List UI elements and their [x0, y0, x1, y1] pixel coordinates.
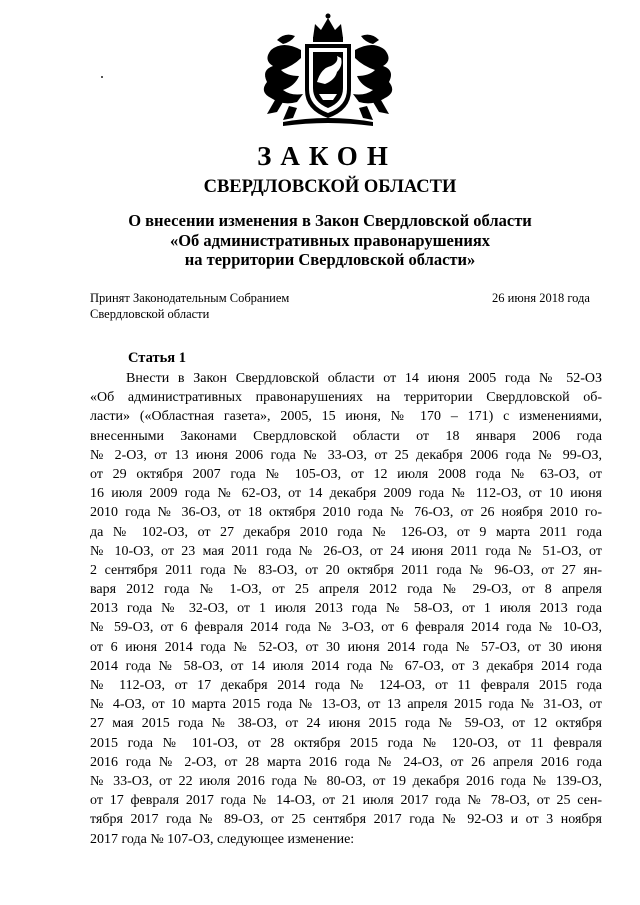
body-line: № 112-ОЗ, от 17 декабря 2014 года № 124-ОЗ, от 11 февраля 2015 года	[90, 678, 602, 693]
region-title: СВЕРДЛОВСКОЙ ОБЛАСТИ	[203, 177, 457, 197]
law-title: ЗАКОН	[257, 141, 397, 171]
body-line: от 6 июня 2014 года № 52-ОЗ, от 30 июня 2014 года № 57-ОЗ, от 30 июня	[90, 639, 602, 655]
coat-of-arms-emblem	[253, 10, 403, 130]
body-line: № 4-ОЗ, от 10 марта 2015 года № 13-ОЗ, от 13 апреля 2015 года № 31-ОЗ, от	[90, 697, 602, 713]
body-line: № 33-ОЗ, от 22 июля 2016 года № 80-ОЗ, от 19 декабря 2016 года № 139-ОЗ,	[90, 773, 602, 789]
adopted-line: Принят Законодательным Собранием	[90, 291, 290, 305]
body-line: 2 сентября 2011 года № 83-ОЗ, от 20 октября 2011 года № 96-ОЗ, от 27 ян-	[90, 562, 602, 578]
adoption-date: 26 июня 2018 года	[492, 291, 590, 305]
body-line: ласти» («Областная газета», 2005, 15 июня, № 170 – 171) с изменениями,	[90, 409, 602, 425]
adopted-line: Свердловской области	[90, 307, 210, 321]
body-line: «Об административных правонарушениях на территории Свердловской об-	[90, 390, 602, 406]
body-line: № 10-ОЗ, от 23 мая 2011 года № 26-ОЗ, от 24 июня 2011 года № 51-ОЗ, от	[90, 543, 602, 559]
body-line: от 17 февраля 2017 года № 14-ОЗ, от 21 июля 2017 года № 78-ОЗ, от 25 сен-	[90, 793, 602, 809]
body-line: внесенными Законами Свердловской области от 18 января 2006 года	[90, 428, 602, 444]
subject-line: «Об административных правонарушениях	[169, 230, 491, 250]
body-line: 2014 года № 58-ОЗ, от 14 июля 2014 года № 67-ОЗ, от 3 декабря 2014 года	[90, 658, 602, 674]
article-body	[90, 369, 602, 849]
body-line: 27 мая 2015 года № 38-ОЗ, от 24 июня 2015 года № 59-ОЗ, от 12 октября	[90, 716, 602, 732]
body-line: тября 2017 года № 89-ОЗ, от 25 сентября 2017 года № 92-ОЗ и от 3 ноября	[90, 812, 602, 828]
body-line: от 29 октября 2007 года № 105-ОЗ, от 12 июля 2008 года № 63-ОЗ, от	[90, 466, 602, 482]
body-line: варя 2012 года № 1-ОЗ, от 25 апреля 2012 года № 29-ОЗ, от 8 апреля	[90, 582, 602, 598]
scan-speck	[101, 76, 103, 78]
body-line: Внести в Закон Свердловской области от 14 июня 2005 года № 52-ОЗ	[126, 371, 602, 386]
body-line: 16 июля 2009 года № 62-ОЗ, от 14 декабря 2009 года № 112-ОЗ, от 10 июня	[90, 486, 602, 502]
adopted-by	[90, 290, 289, 322]
body-line: 2013 года № 32-ОЗ, от 1 июля 2013 года № 58-ОЗ, от 1 июля 2013 года	[90, 601, 602, 617]
body-line: 2017 года № 107-ОЗ, следующее изменение:	[90, 831, 355, 847]
law-subject	[0, 211, 640, 270]
subject-line: О внесении изменения в Закон Свердловской области	[128, 211, 532, 230]
body-line: № 2-ОЗ, от 13 июня 2006 года № 33-ОЗ, от 25 декабря 2006 года № 99-ОЗ,	[90, 447, 602, 463]
body-line: 2010 года № 36-ОЗ, от 18 октября 2010 года № 76-ОЗ, от 26 ноября 2010 го-	[90, 505, 602, 521]
body-line: да № 102-ОЗ, от 27 декабря 2010 года № 126-ОЗ, от 9 марта 2011 года	[90, 524, 602, 540]
body-line: 2016 года № 2-ОЗ, от 28 марта 2016 года № 24-ОЗ, от 26 апреля 2016 года	[90, 754, 602, 770]
body-line: 2015 года № 101-ОЗ, от 28 октября 2015 года № 120-ОЗ, от 11 февраля	[90, 735, 602, 751]
article-heading: Статья 1	[128, 350, 186, 366]
body-line: № 59-ОЗ, от 6 февраля 2014 года № 3-ОЗ, от 6 февраля 2014 года № 10-ОЗ,	[90, 620, 602, 636]
subject-line: на территории Свердловской области»	[184, 250, 476, 269]
